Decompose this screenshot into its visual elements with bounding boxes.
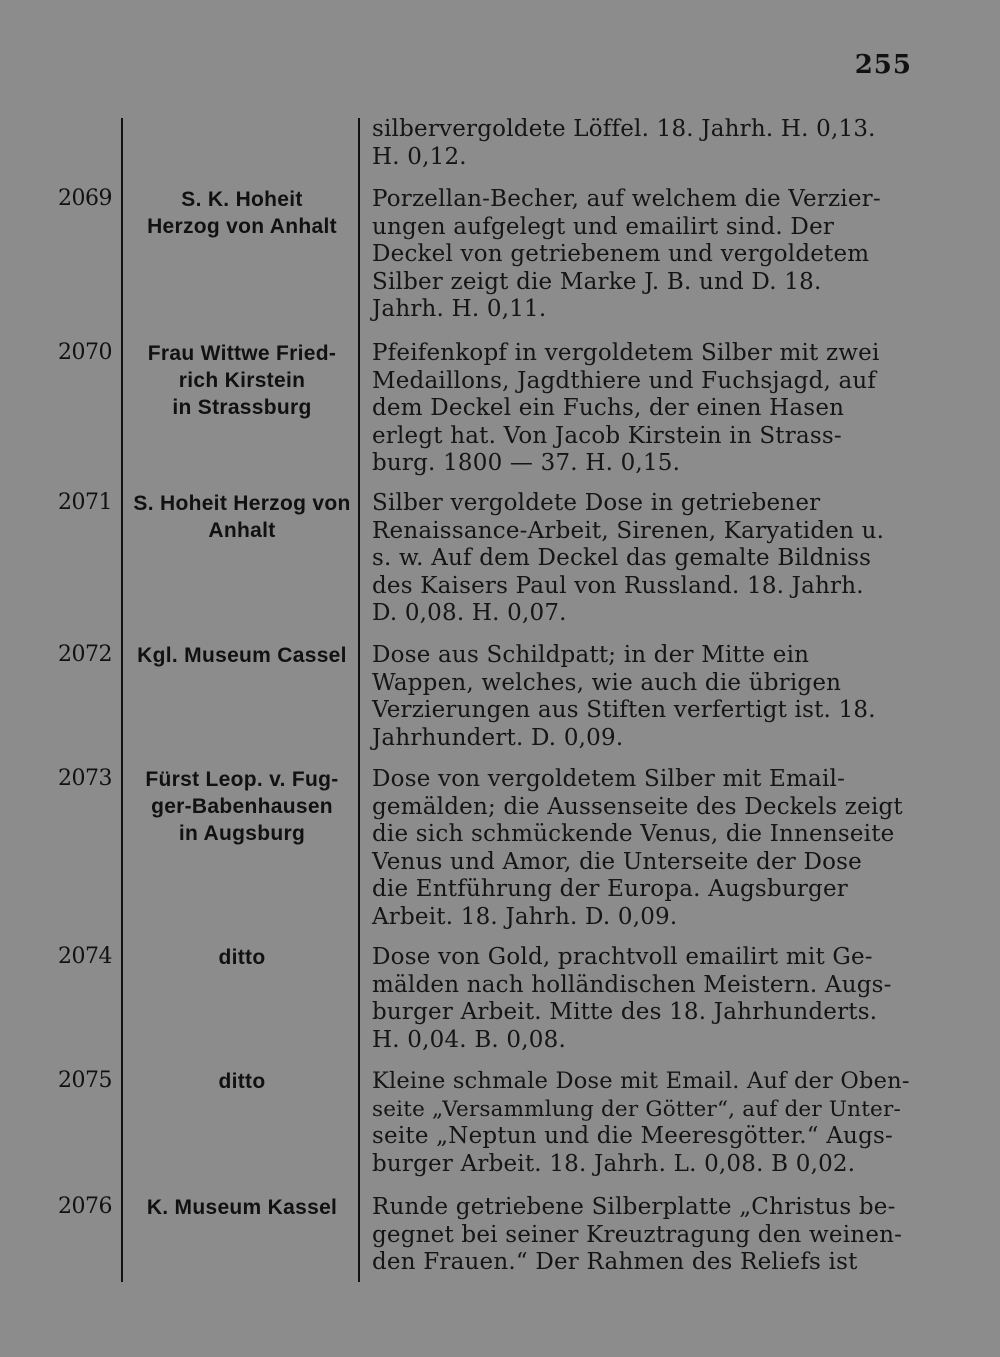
description-line: Dose von vergoldetem Silber mit Email-	[372, 766, 846, 792]
description-line: des Kaisers Paul von Russland. 18. Jahrh.	[372, 572, 864, 599]
entry-description	[372, 116, 912, 171]
description-line: die Entführung der Europa. Augsburger	[372, 876, 848, 903]
entry-number: 2073	[58, 766, 112, 791]
entry-number: 2076	[58, 1194, 112, 1219]
entry-description	[372, 340, 912, 478]
entry-number: 2069	[58, 186, 112, 211]
description-line: s. w. Auf dem Deckel das gemalte Bildniss	[372, 545, 872, 572]
entry-description	[372, 642, 912, 752]
description-line: gegnet bei seiner Kreuztragung den weinen-	[372, 1221, 903, 1248]
entry-description	[372, 1068, 912, 1178]
description-line: H. 0,12.	[372, 143, 467, 170]
entry-number: 2070	[58, 340, 112, 365]
description-line: Jahrh. H. 0,11.	[372, 296, 547, 323]
description-line: Runde getriebene Silberplatte „Christus be-	[372, 1194, 896, 1220]
entry-number: 2074	[58, 944, 112, 969]
description-line: burger Arbeit. 18. Jahrh. L. 0,08. B 0,02.	[372, 1150, 856, 1177]
entry-donor: K. Museum Kassel	[146, 1196, 338, 1219]
description-line: D. 0,08. H. 0,07.	[372, 600, 567, 627]
description-line: den Frauen.“ Der Rahmen des Reliefs ist	[372, 1249, 858, 1276]
description-line: burg. 1800 — 37. H. 0,15.	[372, 450, 681, 477]
entry-donor: Fürst Leop. v. Fug- ger-Babenhausen in Augsburg	[145, 768, 339, 845]
description-line: erlegt hat. Von Jacob Kirstein in Strass-	[372, 422, 842, 449]
description-line: gemälden; die Aussenseite des Deckels zeigt	[372, 793, 903, 820]
description-line: Medaillons, Jagdthiere und Fuchsjagd, auf	[372, 367, 877, 394]
entry-number: 2075	[58, 1068, 112, 1093]
description-line: ungen aufgelegt und emailirt sind. Der	[372, 213, 835, 240]
entry-description	[372, 944, 912, 1054]
entry-description	[372, 1194, 912, 1277]
description-line: Dose von Gold, prachtvoll emailirt mit Ge-	[372, 944, 873, 970]
entry-number: 2071	[58, 490, 112, 515]
description-line: Silber zeigt die Marke J. B. und D. 18.	[372, 268, 822, 295]
description-line: H. 0,04. B. 0,08.	[372, 1026, 566, 1053]
description-line: Pfeifenkopf in vergoldetem Silber mit zwei	[372, 340, 880, 366]
description-line: Silber vergoldete Dose in getriebener	[372, 490, 821, 516]
entry-donor: Frau Wittwe Fried- rich Kirstein in Strassburg	[147, 342, 337, 419]
description-line: seite „Versammlung der Götter“, auf der Unter-	[372, 1096, 901, 1122]
description-line: Wappen, welches, wie auch die übrigen	[372, 669, 842, 696]
entry-number: 2072	[58, 642, 112, 667]
description-line: Dose aus Schildpatt; in der Mitte ein	[372, 642, 810, 668]
description-line: Kleine schmale Dose mit Email. Auf der Oben-	[372, 1068, 910, 1094]
description-line: Arbeit. 18. Jahrh. D. 0,09.	[372, 903, 678, 930]
entry-description	[372, 490, 912, 628]
entry-donor: S. K. Hoheit Herzog von Anhalt	[147, 188, 337, 238]
entry-description	[372, 766, 912, 932]
entry-description	[372, 186, 912, 324]
description-line: dem Deckel ein Fuchs, der einen Hasen	[372, 395, 845, 422]
description-line: die sich schmückende Venus, die Innenseite	[372, 821, 895, 848]
entry-donor: ditto	[218, 946, 266, 969]
entry-donor: ditto	[218, 1070, 266, 1093]
page-number: 255	[854, 50, 912, 80]
description-line: Renaissance-Arbeit, Sirenen, Karyatiden u.	[372, 517, 885, 544]
description-line: Porzellan-Becher, auf welchem die Verzier-	[372, 186, 881, 212]
description-line: Deckel von getriebenem und vergoldetem	[372, 241, 870, 268]
entry-donor: Kgl. Museum Cassel	[137, 644, 347, 667]
description-line: Jahrhundert. D. 0,09.	[372, 724, 624, 751]
description-line: Verzierungen aus Stiften verfertigt ist. 18.	[372, 697, 876, 724]
description-line: burger Arbeit. Mitte des 18. Jahrhunderts.	[372, 999, 878, 1026]
description-line: Venus und Amor, die Unterseite der Dose	[372, 848, 862, 875]
description-line: mälden nach holländischen Meistern. Augs-	[372, 971, 892, 998]
description-line: seite „Neptun und die Meeresgötter.“ Augs-	[372, 1123, 893, 1150]
entry-donor: S. Hoheit Herzog von Anhalt	[133, 492, 351, 542]
description-line: silbervergoldete Löffel. 18. Jahrh. H. 0,13.	[372, 116, 876, 142]
